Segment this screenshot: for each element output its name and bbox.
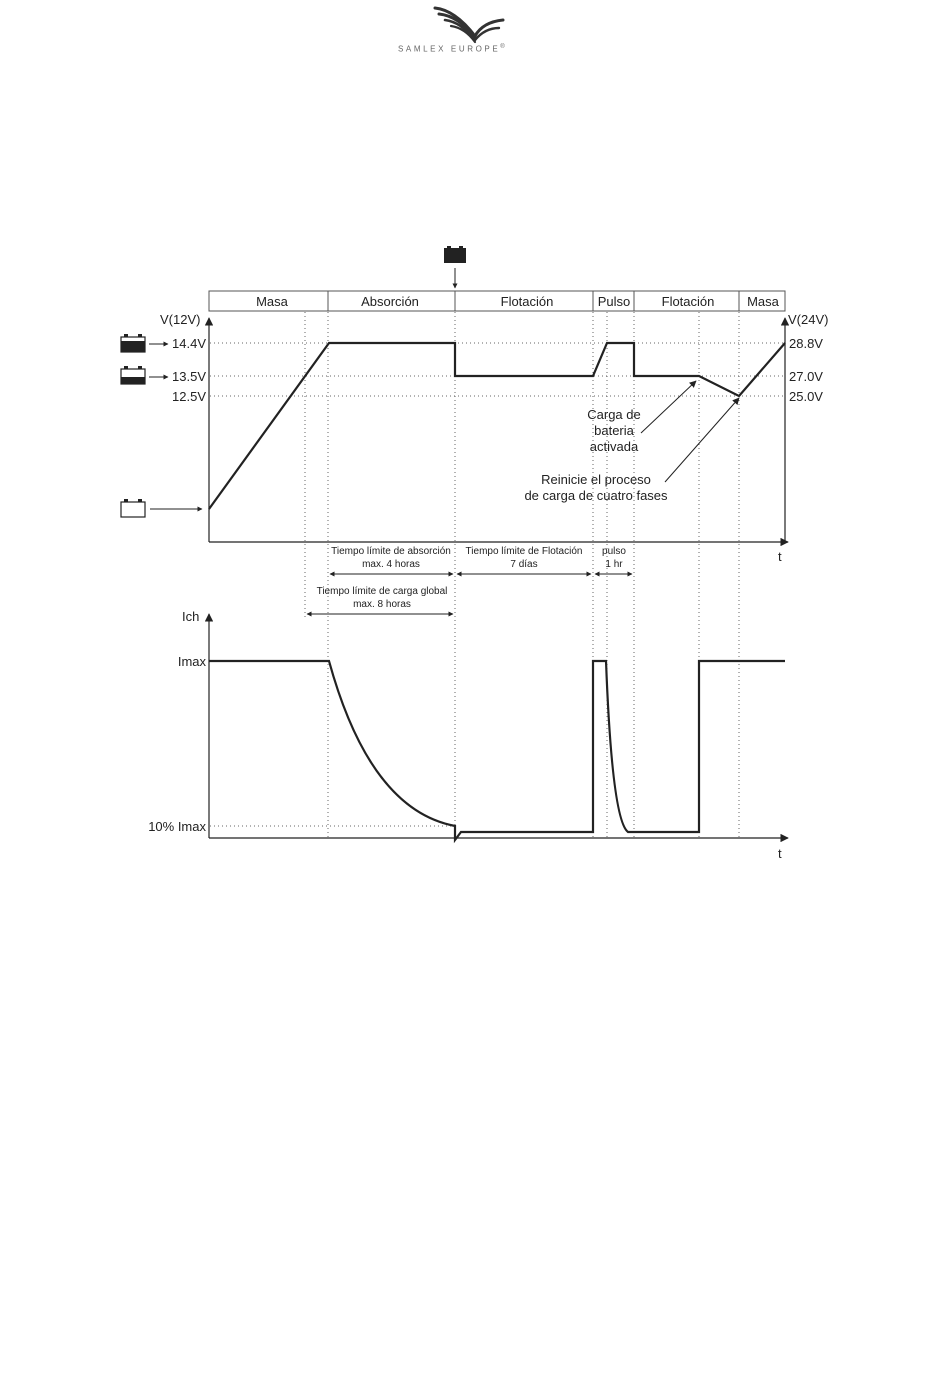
stage-label-masa-2: Masa (747, 294, 779, 309)
level-13-5v: 13.5V (172, 369, 206, 384)
annotation-restart-line1: Reinicie el proceso (541, 472, 651, 487)
timer-global-line1: Tiempo límite de carga global (316, 586, 448, 597)
annotation-restart-line2: de carga de cuatro fases (524, 488, 668, 503)
stage-label-pulso: Pulso (597, 294, 631, 309)
voltage-axes (209, 318, 788, 542)
battery-full-icon (121, 334, 145, 352)
current-profile-line (209, 661, 785, 840)
timer-float-line1: Tiempo límite de Flotación (465, 546, 583, 557)
battery-empty-icon (121, 499, 145, 517)
current-time-label: t (778, 846, 782, 861)
stage-label-masa: Masa (256, 294, 288, 309)
battery-partial-icon (121, 366, 145, 384)
level-14-4v: 14.4V (172, 336, 206, 351)
annotation-activated-line2: bateria (594, 423, 634, 438)
voltage-axis-label-24v: V(24V) (788, 312, 829, 327)
full-battery-icon (444, 246, 466, 263)
timer-pulse-line1: pulso (602, 546, 626, 557)
annotation-activated-arrow (641, 381, 696, 433)
timer-absorption-line2: max. 4 horas (362, 559, 420, 570)
level-27-0v: 27.0V (789, 369, 823, 384)
timer-pulse-line2: 1 hr (605, 559, 623, 570)
annotation-activated-line1: Carga de (587, 407, 641, 422)
voltage-axis-label-12v: V(12V) (160, 312, 201, 327)
current-axes (209, 614, 788, 838)
stage-label-flotacion-2: Flotación (661, 294, 715, 309)
timer-global-line2: max. 8 horas (353, 599, 411, 610)
annotation-restart-arrow (665, 398, 739, 482)
level-12-5v: 12.5V (172, 389, 206, 404)
level-imax: Imax (177, 654, 206, 669)
stage-label-flotacion: Flotación (500, 294, 554, 309)
annotation-activated-line3: activada (589, 439, 639, 454)
level-10-imax: 10% Imax (148, 819, 206, 834)
level-25-0v: 25.0V (789, 389, 823, 404)
brand-name-text: SAMLEX EUROPE (398, 44, 501, 54)
timer-float-line2: 7 días (510, 559, 538, 570)
voltage-time-label: t (778, 549, 782, 564)
trademark-symbol: ® (500, 44, 508, 50)
level-28-8v: 28.8V (789, 336, 823, 351)
current-axis-label: Ich (182, 609, 200, 624)
timer-absorption-line1: Tiempo límite de absorción (331, 546, 451, 557)
stage-label-absorcion: Absorción (361, 294, 419, 309)
